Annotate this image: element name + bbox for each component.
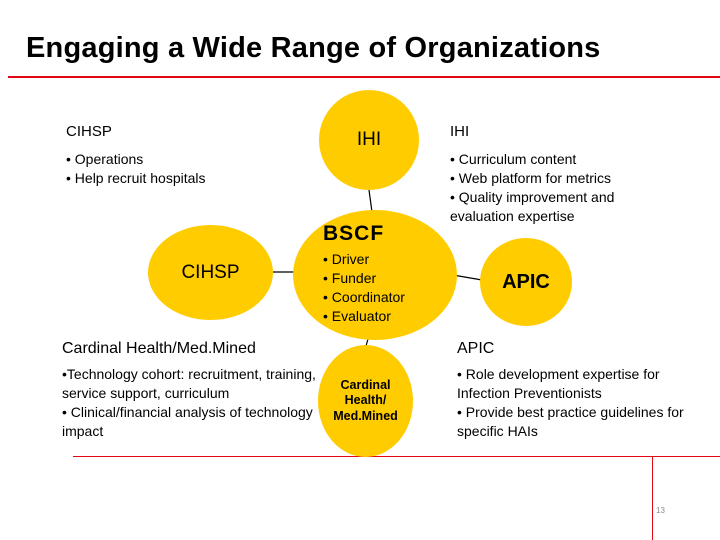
ihi-heading: IHI: [450, 123, 470, 140]
cardinal-list: [62, 365, 322, 441]
bscf-role: • Funder: [323, 270, 377, 286]
cihsp-description: [66, 123, 206, 188]
cihsp-list: [66, 150, 206, 188]
bscf-role: • Evaluator: [323, 308, 391, 324]
page-number: 13: [656, 506, 665, 515]
ihi-item: • Web platform for metrics: [450, 170, 612, 186]
cardinal-item: •Technology cohort: recruitment, training, service support, curriculum: [62, 366, 316, 401]
cihsp-node: [148, 225, 273, 320]
bscf-center-node: [293, 210, 457, 340]
bscf-role-list: [323, 250, 457, 326]
connector-ihi: [369, 190, 372, 212]
cihsp-item: • Help recruit hospitals: [66, 170, 206, 186]
cihsp-heading: CIHSP: [66, 123, 112, 140]
ihi-node: [319, 90, 419, 190]
connector-apic: [453, 275, 482, 280]
cardinal-node: [318, 345, 413, 457]
apic-node-label: APIC: [502, 270, 550, 293]
ihi-description: [450, 123, 670, 226]
apic-item: • Role development expertise for Infection Preventionists: [457, 366, 660, 401]
apic-heading: APIC: [457, 340, 495, 357]
apic-node: [480, 238, 572, 326]
apic-description: [457, 340, 697, 441]
cihsp-node-label: CIHSP: [181, 261, 240, 283]
cardinal-heading: Cardinal Health/Med.Mined: [62, 340, 256, 357]
apic-list: [457, 365, 697, 441]
cardinal-node-label-line: Cardinal: [340, 377, 391, 392]
slide-title: Engaging a Wide Range of Organizations: [26, 32, 601, 64]
bscf-role: • Coordinator: [323, 289, 405, 305]
cihsp-item: • Operations: [66, 151, 144, 167]
cardinal-node-label-line: Med.Mined: [333, 408, 398, 423]
cardinal-description: [62, 340, 322, 441]
ihi-item: • Quality improvement and evaluation expertise: [450, 189, 615, 224]
ihi-list: [450, 150, 670, 226]
ihi-node-label: IHI: [356, 129, 382, 150]
bscf-role: • Driver: [323, 251, 370, 267]
cardinal-item: • Clinical/financial analysis of technology impact: [62, 404, 313, 439]
bscf-title: BSCF: [323, 222, 385, 245]
cardinal-node-label-line: Health/: [344, 393, 387, 408]
ihi-item: • Curriculum content: [450, 151, 577, 167]
apic-item: • Provide best practice guidelines for specific HAIs: [457, 404, 684, 439]
